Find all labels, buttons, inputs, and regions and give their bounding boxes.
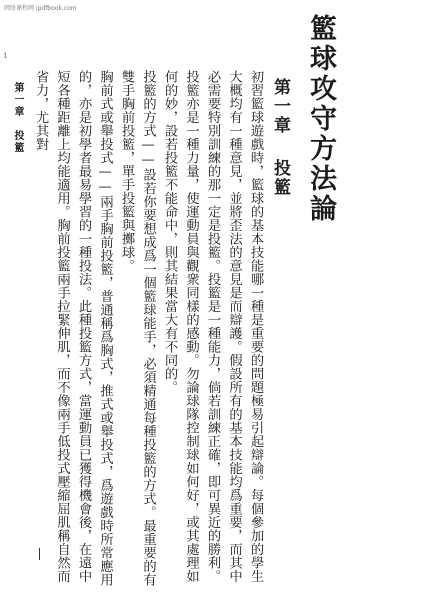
chapter-number: 第一章	[270, 78, 290, 135]
chapter-heading	[266, 78, 288, 197]
chapter-title: 投籃	[270, 159, 290, 197]
running-head-title: 投籃	[12, 130, 23, 154]
page-number: 1	[3, 52, 8, 60]
running-head-chapter: 第一章	[12, 82, 23, 118]
paragraph-methods: 投籃的方式——設若你要想成爲一個籃球能手，必須精通每種投籃的方式。最重要的有雙手胸前投籃，單手投籃與擲球。	[119, 70, 156, 587]
book-title: 籃球攻守方法論	[305, 14, 336, 224]
running-head	[8, 82, 22, 154]
body-text	[33, 70, 266, 590]
watermark-text: 网络课程网 ipdfbook.com	[4, 5, 77, 12]
paragraph-chest-shot: 胸前式或舉投式——兩手胸前投籃，普通稱爲胸式，推式或舉投式，爲遊戲時所常應用的，亦是初學者最易學習的一種投法。此種投籃方式，當運動員已獲得機會後，在遠中短各種距離上均能適用。胸前投籃兩手拉緊伸肌，而不像兩手低投式壓縮屈肌稱自然而省力，尤其對	[33, 70, 113, 587]
paragraph-intro: 初習籃球遊戲時，籃球的基本技能哪一種是重要的問題極易引起辯論。每個參加的學生大概均有一種意見，並將歪法的意見是而辯護。假設所有的基本技能均爲重要，而其中必需要特別訓練的那一定是投籃。投籃是一種能力，倘若訓練正確，即可異近的勝利。投籃亦是一種力量，使運動員與觀衆同樣的感動。勿論球隊控制球如何好，或其處理如何的妙，設若投籃不能命中，則其結果當大有不同的。	[162, 70, 263, 583]
margin-rule	[39, 548, 40, 560]
